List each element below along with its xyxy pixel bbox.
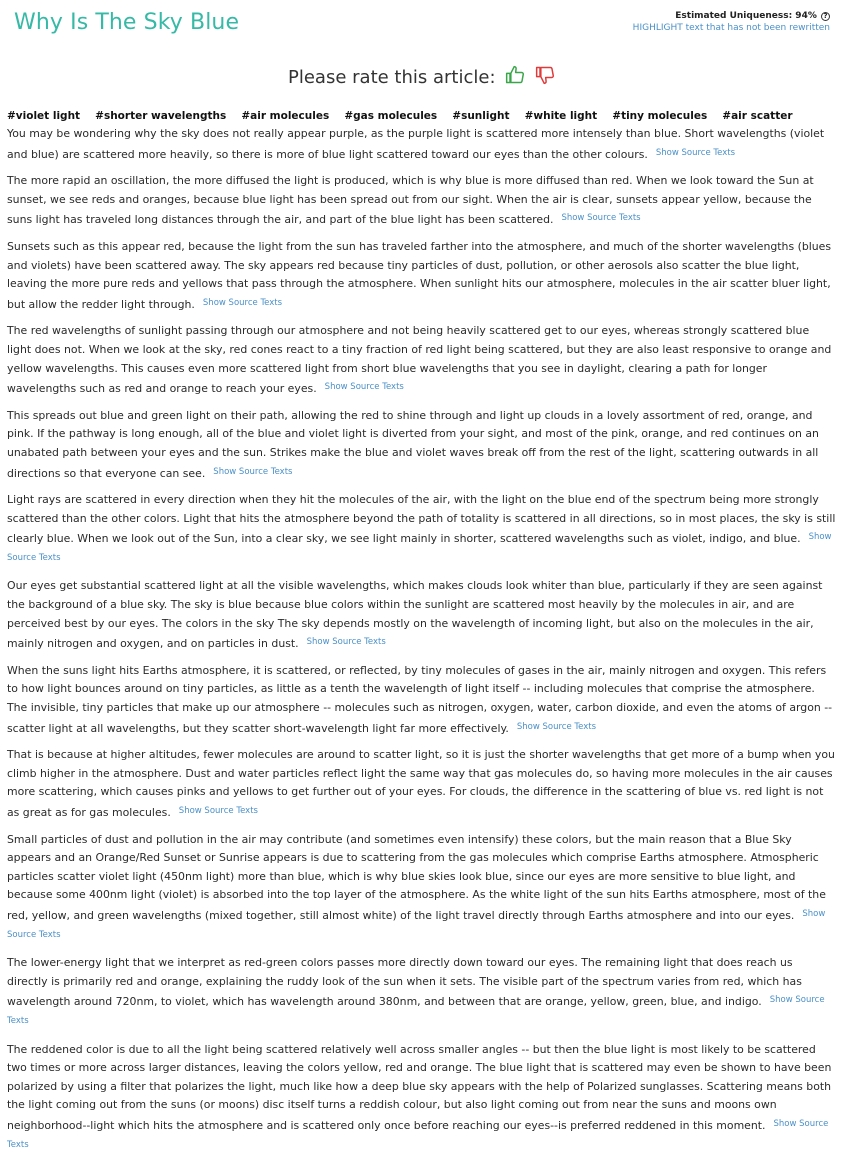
paragraph-text: The red wavelengths of sunlight passing through our atmosphere and not being heavily scattered get to our eyes, whereas strongly scattered blue light does not. When we look at the sky, red cones react to a tiny fraction of red light being scattered, but they are also least responsive to orange and yellow wavelengths. This causes even more scattered light from short blue wavelengths that you see in daylight, clearing a path for longer wavelengths such as red and orange to reach your eyes.	[7, 324, 832, 396]
tag[interactable]: #air scatter	[722, 110, 793, 122]
rating-prompt: Please rate this article:	[288, 67, 496, 88]
page-title: Why Is The Sky Blue	[14, 10, 240, 35]
thumbs-up-icon[interactable]	[505, 65, 525, 85]
paragraph-text: The more rapid an oscillation, the more diffused the light is produced, which is why blue is more diffused than red. When we look toward the Sun at sunset, we see reds and oranges, because blue light has been spread out from our sight. When the air is clear, sunsets appear yellow, because the suns light has traveled long distances through the air, and part of the blue light has been scattered.	[7, 174, 814, 227]
header	[7, 0, 836, 58]
show-source-link[interactable]: Show Source Texts	[655, 147, 736, 158]
show-source-link[interactable]: Show Source Texts	[324, 382, 404, 393]
tag[interactable]: #shorter wavelengths	[95, 110, 227, 122]
show-source-link[interactable]: Show Source Texts	[516, 721, 596, 732]
paragraph	[7, 577, 836, 653]
paragraph	[7, 125, 836, 164]
thumbs-down-icon[interactable]	[535, 65, 555, 85]
paragraph	[7, 831, 836, 947]
paragraph-text: This spreads out blue and green light on their path, allowing the red to shine through and light up clouds in a lovely assortment of red, orange, and pink. If the pathway is long enough, all of the blue and violet light is diverted from your sight, and most of the pink, orange, and red continues on an unabated path between your eyes and the sun. Strikes make the blue and violet waves break off from the rest of the light, scattering outwards in all directions so that everyone can see.	[7, 408, 819, 480]
help-icon[interactable]: ?	[821, 12, 830, 21]
tag[interactable]: #sunlight	[452, 110, 510, 122]
paragraph	[7, 407, 836, 483]
paragraph-text: Light rays are scattered in every direction when they hit the molecules of the air, with the light on the blue end of the spectrum being more strongly scattered than the other colors. Light that hits the atmosphere beyond the path of totality is scattered in all directions, so in most places, the sky is still clearly blue. When we look out of the Sun, into a clear sky, we see light mainly in shorter, scattered wavelengths such as violet, indigo, and blue.	[7, 493, 836, 546]
uniqueness-panel	[633, 10, 830, 34]
paragraph-text: Small particles of dust and pollution in the air may contribute (and sometimes even intensify) these colors, but the main reason that a Blue Sky appears and an Orange/Red Sunset or Sunrise appears is due to scattering from the gas molecules which comprise Earths atmosphere. Atmospheric particles scatter violet light (450nm light) more than blue, which is why blue skies look blue, since our eyes are more sensitive to blue light, and because some 400nm light (violet) is absorbed into the top layer of the atmosphere. As the white light of the sun hits Earths atmosphere, most of the red, yellow, and green wavelengths (mixed together, still almost white) of the light travel directly through Earths atmosphere and into our eyes.	[7, 832, 826, 922]
paragraph	[7, 746, 836, 822]
rating-bar	[7, 58, 836, 98]
show-source-link[interactable]: Show Source Texts	[7, 995, 825, 1026]
highlight-link[interactable]: HIGHLIGHT text that has not been rewritten	[632, 23, 830, 33]
show-source-link[interactable]: Show Source Texts	[213, 466, 293, 477]
paragraph-text: The lower-energy light that we interpret as red-green colors passes more directly down toward our eyes. The remaining light that does reach us directly is primarily red and orange, explaining the ruddy look of the sun when it sets. The visible part of the spectrum varies from red, which has wavelength around 720nm, to violet, which has wavelength around 380nm, and between that are orange, yellow, green, blue, and indigo.	[7, 956, 802, 1009]
show-source-link[interactable]: Show Source Texts	[306, 637, 386, 648]
paragraph	[7, 172, 836, 230]
paragraph	[7, 491, 836, 569]
paragraph-text: You may be wondering why the sky does not really appear purple, as the purple light is scattered more intensely than blue. Short wavelengths (violet and blue) are scattered more heavily, so there is more of blue light scattered toward our eyes than the other colours.	[7, 127, 825, 161]
tag[interactable]: #tiny molecules	[612, 110, 708, 122]
show-source-link[interactable]: Show Source Texts	[7, 1118, 829, 1150]
uniqueness-label: Estimated Uniqueness: 94%	[675, 11, 817, 21]
show-source-link[interactable]: Show Source Texts	[202, 297, 283, 308]
paragraph	[7, 238, 836, 314]
tag[interactable]: #gas molecules	[344, 110, 438, 122]
tag-list	[7, 104, 836, 122]
show-source-link[interactable]: Show Source Texts	[178, 806, 258, 816]
tag[interactable]: #violet light	[7, 110, 81, 122]
paragraph-text: The reddened color is due to all the light being scattered relatively well across smaller angles -- but then the blue light is most likely to be scattered two times or more across larger distances, leaving the colors yellow, red and orange. The blue light that is scattered may even be shown to have been polarized by using a filter that polarizes the light, much like how a deep blue sky appears with the help of Polarized sunglasses. Scattering means both the light coming out from the suns (or moons) disc itself turns a reddish colour, but also light coming out from near the suns and moons own neighborhood--light which hits the atmosphere and is scattered only once before reaching our eyes--is preferred reddened in this moment.	[7, 1042, 832, 1132]
paragraph	[7, 1041, 836, 1156]
show-source-link[interactable]: Show Source Texts	[7, 532, 832, 563]
show-source-link[interactable]: Show Source Texts	[7, 908, 826, 940]
paragraph	[7, 954, 836, 1032]
paragraph	[7, 662, 836, 738]
paragraph-text: Our eyes get substantial scattered light at all the visible wavelengths, which makes clouds look whiter than blue, particularly if they are seen against the background of a blue sky. The sky is blue because blue colors within the sunlight are scattered most heavily by the molecules in air, and are perceived best by our eyes. The colors in the sky The sky depends mostly on the wavelength of incoming light, but also on the molecules in the air, mainly nitrogen and oxygen, and on particles in dust.	[7, 579, 823, 651]
tag[interactable]: #air molecules	[241, 110, 330, 122]
article-body	[7, 125, 836, 1156]
show-source-link[interactable]: Show Source Texts	[561, 213, 641, 224]
paragraph-text: That is because at higher altitudes, fewer molecules are around to scatter light, so it is just the shorter wavelengths that get more of a bump when you climb higher in the atmosphere. Dust and water particles reflect light the same way that gas molecules do, so having more molecules in the air causes more scattering, which causes pinks and yellows to get further out of your eyes. For clouds, the difference in the scattering of blue vs. red light is not as great as for gas molecules.	[7, 748, 835, 819]
paragraph-text: When the suns light hits Earths atmosphere, it is scattered, or reflected, by tiny molecules of gases in the air, mainly nitrogen and oxygen. This refers to how light bounces around on tiny particles, as little as a tenth the wavelength of light itself -- including molecules that comprise the atmosphere. The invisible, tiny particles that make up our atmosphere -- molecules such as nitrogen, oxygen, water, carbon dioxide, and even the atoms of argon -- scatter light at all wavelengths, but they scatter short-wavelength light far more effectively.	[7, 663, 833, 735]
tag[interactable]: #white light	[524, 110, 598, 122]
paragraph-text: Sunsets such as this appear red, because the light from the sun has traveled farther into the atmosphere, and much of the shorter wavelengths (blues and violets) have been scattered away. The sky appears red because tiny particles of dust, pollution, or other aerosols also scatter the blue light, leaving the more pure reds and yellows that pass through the atmosphere. When sunlight hits our atmosphere, molecules in the air scatter bluer light, but allow the redder light through.	[7, 239, 832, 311]
paragraph	[7, 322, 836, 398]
